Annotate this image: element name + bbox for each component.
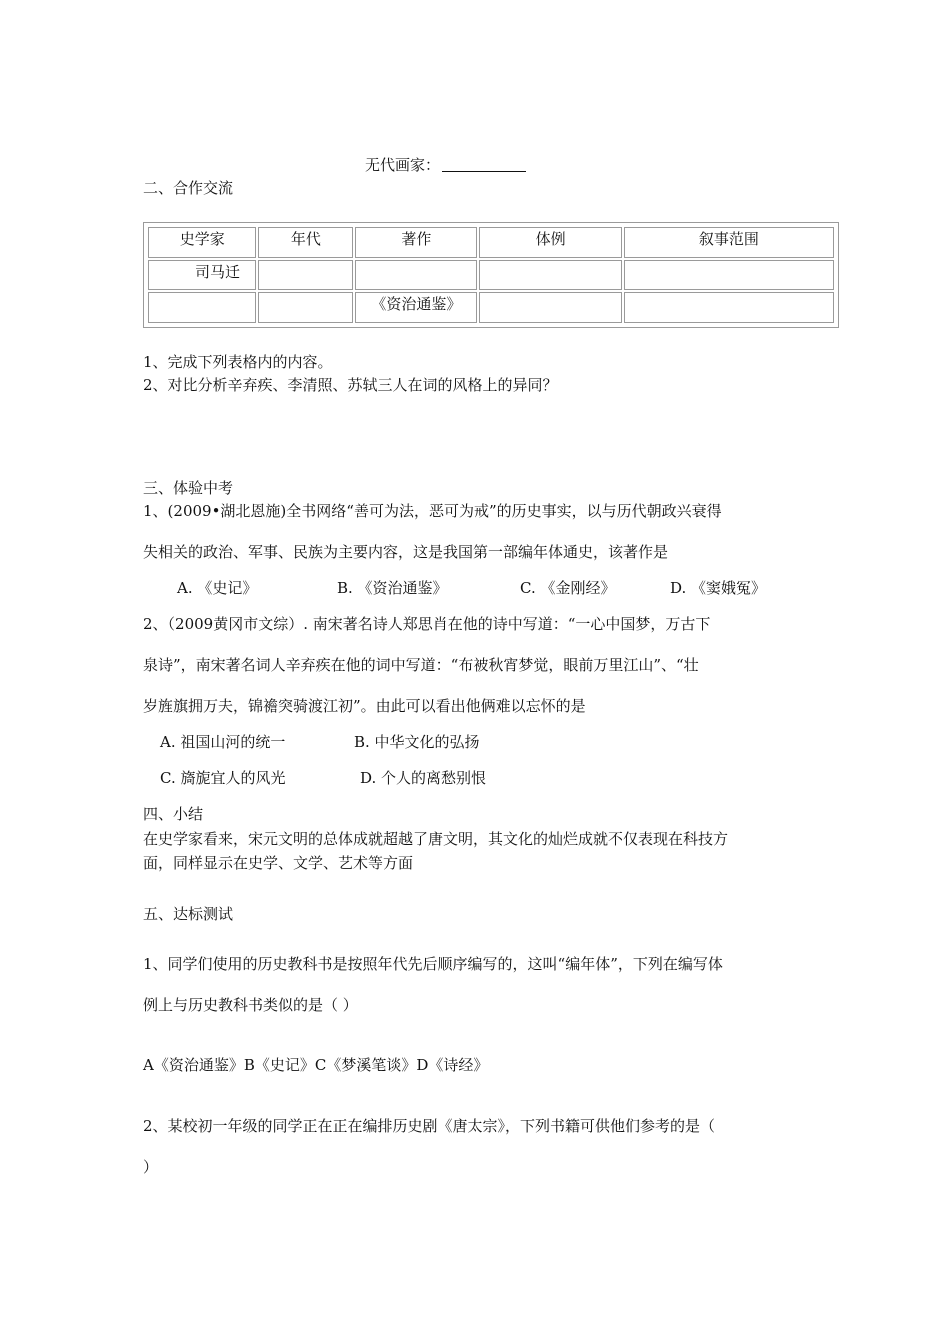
painter-heading — [365, 155, 526, 175]
section2-q2: 2、对比分析辛弃疾、李清照、苏轼三人在词的风格上的异同？ — [143, 376, 558, 394]
section3-q1-option-b: B. 《资治通鉴》 — [337, 579, 448, 597]
section3-q1-option-a: A. 《史记》 — [177, 579, 258, 597]
table-cell — [624, 260, 834, 291]
section4-title: 四、小结 — [143, 805, 204, 823]
section3-q1-option-d: D. 《窦娥冤》 — [670, 579, 767, 597]
table-cell: 司马迁 — [148, 260, 256, 291]
section5-q2-line2: ） — [143, 1158, 159, 1176]
section5-q1-line1: 1、同学们使用的历史教科书是按照年代先后顺序编写的，这叫“编年体”，下列在编写体 — [143, 955, 723, 973]
table-row — [148, 260, 834, 291]
section5-title: 五、达标测试 — [143, 905, 234, 923]
table-cell — [479, 260, 621, 291]
section4-line1: 在史学家看来，宋元文明的总体成就超越了唐文明，其文化的灿烂成就不仅表现在科技方 — [143, 830, 729, 848]
table-cell — [355, 260, 477, 291]
header-historian: 史学家 — [148, 227, 256, 258]
table-header-row — [148, 227, 834, 258]
section3-q2-line3: 岁旌旗拥万夫，锦襜突骑渡江初”。由此可以看出他俩难以忘怀的是 — [143, 697, 586, 715]
historians-table — [143, 222, 839, 328]
header-style: 体例 — [479, 227, 621, 258]
section5-q2-line1: 2、某校初一年级的同学正在正在编排历史剧《唐太宗》，下列书籍可供他们参考的是（ — [143, 1117, 716, 1135]
section5-q1-options: A《资治通鉴》B《史记》C《梦溪笔谈》D《诗经》 — [143, 1056, 489, 1074]
header-era: 年代 — [258, 227, 353, 258]
section3-q1-line2: 失相关的政治、军事、民族为主要内容，这是我国第一部编年体通史，该著作是 — [143, 543, 669, 561]
section3-q2-option-d: D. 个人的离愁别恨 — [360, 769, 487, 787]
section2-title: 二、合作交流 — [143, 179, 234, 197]
table-cell — [258, 292, 353, 323]
section3-q2-option-b: B. 中华文化的弘扬 — [354, 733, 480, 751]
table-row — [148, 292, 834, 323]
section3-q2-option-a: A. 祖国山河的统一 — [160, 733, 286, 751]
section3-q2-option-c: C. 旖旎宜人的风光 — [160, 769, 286, 787]
table-cell — [624, 292, 834, 323]
table-cell — [258, 260, 353, 291]
section4-line2: 面，同样显示在史学、文学、艺术等方面 — [143, 854, 414, 872]
section2-q1: 1、完成下列表格内的内容。 — [143, 353, 333, 371]
painter-blank — [442, 155, 526, 172]
table-cell: 《资治通鉴》 — [355, 292, 477, 323]
section3-q1-line1: 1、(2009•湖北恩施)全书网络“善可为法，恶可为戒”的历史事实，以与历代朝政兴衰得 — [143, 502, 722, 520]
section3-q2-line1: 2、（2009黄冈市文综）. 南宋著名诗人郑思肖在他的诗中写道：“一心中国梦，万古下 — [143, 615, 711, 633]
section3-q1-option-c: C. 《金刚经》 — [520, 579, 616, 597]
section5-q1-line2: 例上与历史教科书类似的是（ ） — [143, 996, 358, 1014]
header-work: 著作 — [355, 227, 477, 258]
header-scope: 叙事范围 — [624, 227, 834, 258]
section3-q2-line2: 泉诗”，南宋著名词人辛弃疾在他的词中写道：“布被秋宵梦觉，眼前万里江山”、“壮 — [143, 656, 699, 674]
table-cell — [479, 292, 621, 323]
table-cell — [148, 292, 256, 323]
section3-title: 三、体验中考 — [143, 479, 234, 497]
painter-label: 无代画家： — [365, 156, 441, 174]
